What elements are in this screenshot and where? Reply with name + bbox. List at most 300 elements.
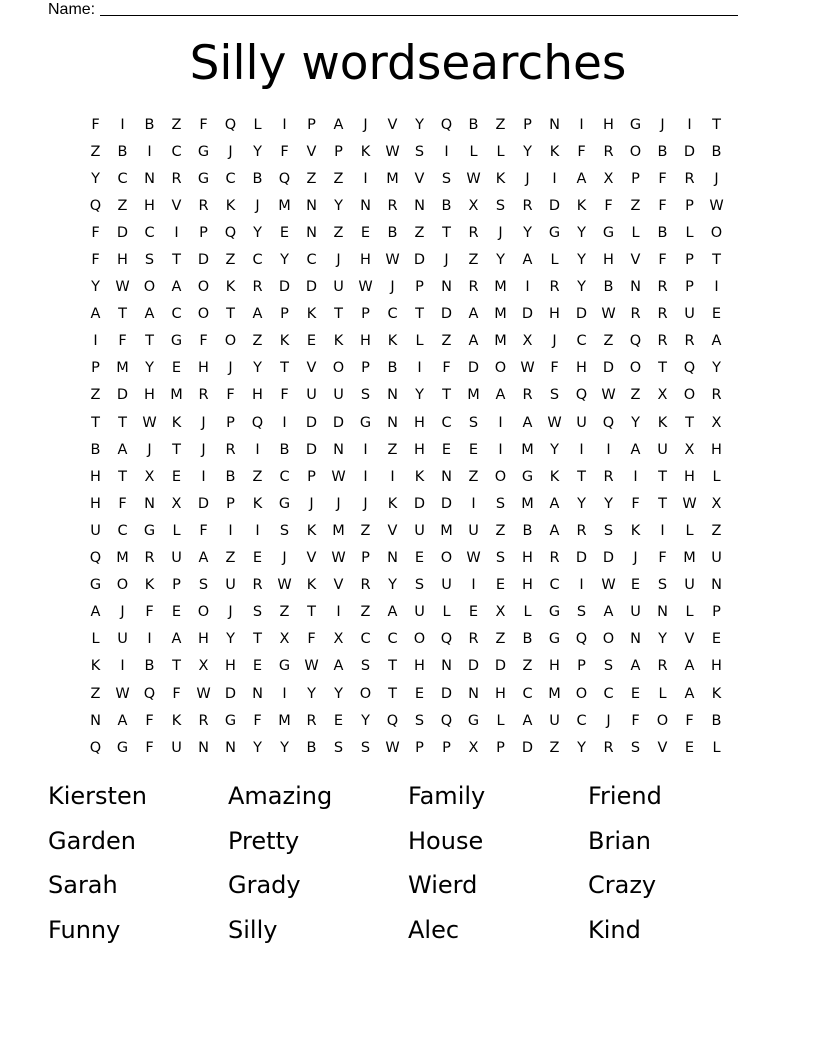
grid-letter[interactable]: E [171, 468, 182, 485]
grid-letter[interactable]: N [90, 712, 101, 729]
grid-letter[interactable]: Y [712, 360, 721, 377]
grid-letter[interactable]: F [307, 631, 316, 648]
grid-letter[interactable]: E [630, 577, 641, 594]
grid-letter[interactable]: R [387, 197, 398, 214]
grid-letter[interactable]: Z [117, 197, 128, 214]
grid-letter[interactable]: F [91, 116, 100, 133]
grid-letter[interactable]: Z [225, 252, 236, 269]
grid-letter[interactable]: S [495, 550, 506, 567]
grid-letter[interactable]: J [606, 712, 611, 729]
grid-letter[interactable]: Y [577, 224, 586, 241]
grid-letter[interactable]: H [495, 685, 506, 702]
grid-letter[interactable]: T [658, 468, 667, 485]
grid-letter[interactable]: A [144, 306, 155, 323]
grid-letter[interactable]: I [255, 441, 260, 458]
grid-letter[interactable]: L [712, 468, 721, 485]
grid-letter[interactable]: D [305, 279, 318, 296]
grid-letter[interactable]: J [525, 170, 530, 187]
grid-letter[interactable]: X [333, 631, 344, 648]
grid-letter[interactable]: Q [89, 550, 102, 567]
grid-letter[interactable]: Z [495, 116, 506, 133]
grid-letter[interactable]: T [172, 252, 181, 269]
grid-letter[interactable]: C [360, 631, 371, 648]
grid-letter[interactable]: T [145, 333, 154, 350]
grid-letter[interactable]: J [444, 252, 449, 269]
grid-letter[interactable]: U [171, 739, 182, 756]
grid-letter[interactable]: T [334, 306, 343, 323]
grid-letter[interactable]: Z [333, 224, 344, 241]
grid-letter[interactable]: L [685, 522, 694, 539]
grid-letter[interactable]: U [441, 577, 452, 594]
grid-letter[interactable]: J [120, 604, 125, 621]
grid-letter[interactable]: W [115, 279, 130, 296]
grid-letter[interactable]: P [415, 279, 424, 296]
grid-letter[interactable]: Q [629, 333, 642, 350]
grid-letter[interactable]: S [144, 252, 155, 269]
grid-letter[interactable]: F [226, 387, 235, 404]
grid-letter[interactable]: P [199, 224, 208, 241]
grid-letter[interactable]: I [606, 441, 611, 458]
grid-letter[interactable]: Z [360, 604, 371, 621]
grid-letter[interactable]: G [170, 333, 183, 350]
grid-letter[interactable]: G [548, 224, 561, 241]
grid-letter[interactable]: M [278, 197, 291, 214]
grid-letter[interactable]: Y [388, 577, 397, 594]
grid-letter[interactable]: S [360, 387, 371, 404]
grid-letter[interactable]: M [548, 685, 561, 702]
grid-letter[interactable]: Z [441, 333, 452, 350]
grid-letter[interactable]: I [93, 333, 98, 350]
grid-letter[interactable]: P [442, 739, 451, 756]
grid-letter[interactable]: Q [575, 631, 588, 648]
grid-letter[interactable]: X [522, 333, 533, 350]
grid-letter[interactable]: S [576, 604, 587, 621]
grid-letter[interactable]: G [224, 712, 237, 729]
grid-letter[interactable]: H [603, 252, 614, 269]
grid-letter[interactable]: O [332, 360, 345, 377]
grid-letter[interactable]: O [575, 685, 588, 702]
grid-letter[interactable]: L [631, 224, 640, 241]
grid-letter[interactable]: P [712, 604, 721, 621]
grid-letter[interactable]: E [441, 441, 452, 458]
grid-letter[interactable]: I [498, 441, 503, 458]
grid-letter[interactable]: K [171, 414, 182, 431]
grid-letter[interactable]: A [630, 441, 641, 458]
grid-letter[interactable]: X [603, 170, 614, 187]
grid-letter[interactable]: E [360, 224, 371, 241]
grid-letter[interactable]: M [494, 333, 507, 350]
grid-letter[interactable]: T [388, 658, 397, 675]
grid-letter[interactable]: Y [577, 279, 586, 296]
grid-letter[interactable]: Q [386, 712, 399, 729]
grid-letter[interactable]: R [603, 739, 614, 756]
grid-letter[interactable]: H [144, 387, 155, 404]
grid-letter[interactable]: Z [90, 143, 101, 160]
grid-letter[interactable]: D [467, 658, 480, 675]
grid-letter[interactable]: D [548, 197, 561, 214]
grid-letter[interactable]: Y [577, 739, 586, 756]
grid-letter[interactable]: H [522, 577, 533, 594]
grid-letter[interactable]: O [629, 360, 642, 377]
grid-letter[interactable]: R [171, 170, 182, 187]
grid-letter[interactable]: Q [224, 224, 237, 241]
grid-letter[interactable]: Y [280, 252, 289, 269]
grid-letter[interactable]: B [522, 522, 533, 539]
grid-letter[interactable]: O [683, 387, 696, 404]
grid-letter[interactable]: M [116, 360, 129, 377]
grid-letter[interactable]: E [414, 550, 425, 567]
grid-letter[interactable]: K [495, 170, 506, 187]
grid-letter[interactable]: S [657, 577, 668, 594]
grid-letter[interactable]: I [417, 360, 422, 377]
grid-letter[interactable]: D [521, 306, 534, 323]
grid-letter[interactable]: I [471, 577, 476, 594]
grid-letter[interactable]: I [579, 577, 584, 594]
grid-letter[interactable]: S [360, 739, 371, 756]
grid-letter[interactable]: C [576, 712, 587, 729]
grid-letter[interactable]: E [684, 739, 695, 756]
grid-letter[interactable]: N [441, 279, 452, 296]
grid-letter[interactable]: P [334, 143, 343, 160]
grid-letter[interactable]: F [631, 495, 640, 512]
grid-letter[interactable]: X [468, 739, 479, 756]
grid-letter[interactable]: T [712, 252, 721, 269]
grid-letter[interactable]: H [360, 252, 371, 269]
grid-letter[interactable]: O [224, 333, 237, 350]
grid-letter[interactable]: H [684, 468, 695, 485]
grid-letter[interactable]: D [494, 658, 507, 675]
grid-letter[interactable]: S [252, 604, 263, 621]
grid-letter[interactable]: C [603, 685, 614, 702]
grid-letter[interactable]: W [466, 550, 481, 567]
grid-letter[interactable]: K [576, 197, 587, 214]
grid-letter[interactable]: B [711, 712, 722, 729]
grid-letter[interactable]: U [711, 550, 722, 567]
grid-letter[interactable]: S [630, 739, 641, 756]
grid-letter[interactable]: H [414, 441, 425, 458]
grid-letter[interactable]: S [603, 522, 614, 539]
grid-letter[interactable]: R [522, 387, 533, 404]
grid-letter[interactable]: H [711, 441, 722, 458]
grid-letter[interactable]: Z [468, 252, 479, 269]
grid-letter[interactable]: T [118, 414, 127, 431]
grid-letter[interactable]: I [120, 658, 125, 675]
grid-letter[interactable]: F [442, 360, 451, 377]
grid-letter[interactable]: D [440, 495, 453, 512]
grid-letter[interactable]: O [359, 685, 372, 702]
grid-letter[interactable]: B [603, 279, 614, 296]
grid-letter[interactable]: I [255, 522, 260, 539]
grid-letter[interactable]: W [196, 685, 211, 702]
grid-letter[interactable]: D [521, 739, 534, 756]
grid-letter[interactable]: P [307, 468, 316, 485]
grid-letter[interactable]: W [520, 360, 535, 377]
grid-letter[interactable]: A [117, 712, 128, 729]
grid-letter[interactable]: H [144, 197, 155, 214]
grid-letter[interactable]: X [711, 414, 722, 431]
grid-letter[interactable]: M [278, 712, 291, 729]
grid-letter[interactable]: D [305, 414, 318, 431]
grid-letter[interactable]: C [171, 143, 182, 160]
grid-letter[interactable]: A [333, 116, 344, 133]
grid-letter[interactable]: P [91, 360, 100, 377]
grid-letter[interactable]: P [496, 739, 505, 756]
grid-letter[interactable]: Z [711, 522, 722, 539]
grid-letter[interactable]: J [336, 495, 341, 512]
grid-letter[interactable]: Q [602, 414, 615, 431]
grid-letter[interactable]: A [468, 306, 479, 323]
grid-letter[interactable]: R [549, 279, 560, 296]
grid-letter[interactable]: E [306, 333, 317, 350]
grid-letter[interactable]: S [414, 577, 425, 594]
grid-letter[interactable]: X [468, 197, 479, 214]
grid-letter[interactable]: W [331, 468, 346, 485]
grid-letter[interactable]: I [282, 685, 287, 702]
grid-letter[interactable]: S [279, 522, 290, 539]
grid-letter[interactable]: U [117, 631, 128, 648]
grid-letter[interactable]: H [576, 360, 587, 377]
grid-letter[interactable]: I [525, 279, 530, 296]
grid-letter[interactable]: D [116, 387, 129, 404]
grid-letter[interactable]: N [630, 631, 641, 648]
grid-letter[interactable]: F [199, 116, 208, 133]
grid-letter[interactable]: G [89, 577, 102, 594]
grid-letter[interactable]: R [144, 550, 155, 567]
grid-letter[interactable]: J [309, 495, 314, 512]
grid-letter[interactable]: A [90, 604, 101, 621]
grid-letter[interactable]: C [171, 306, 182, 323]
grid-letter[interactable]: M [521, 441, 534, 458]
grid-letter[interactable]: R [522, 197, 533, 214]
grid-letter[interactable]: W [547, 414, 562, 431]
grid-letter[interactable]: U [684, 306, 695, 323]
grid-letter[interactable]: T [280, 360, 289, 377]
grid-letter[interactable]: O [197, 279, 210, 296]
grid-letter[interactable]: W [304, 658, 319, 675]
grid-letter[interactable]: N [225, 739, 236, 756]
grid-letter[interactable]: Q [224, 116, 237, 133]
grid-letter[interactable]: J [714, 170, 719, 187]
grid-letter[interactable]: N [441, 468, 452, 485]
grid-letter[interactable]: G [197, 170, 210, 187]
grid-letter[interactable]: N [414, 197, 425, 214]
grid-letter[interactable]: N [360, 197, 371, 214]
grid-letter[interactable]: T [658, 360, 667, 377]
grid-letter[interactable]: P [577, 658, 586, 675]
grid-letter[interactable]: Z [630, 387, 641, 404]
grid-letter[interactable]: G [278, 658, 291, 675]
grid-letter[interactable]: A [549, 495, 560, 512]
grid-letter[interactable]: J [363, 495, 368, 512]
grid-letter[interactable]: A [522, 414, 533, 431]
grid-letter[interactable]: Y [415, 116, 424, 133]
grid-letter[interactable]: I [498, 414, 503, 431]
grid-letter[interactable]: F [172, 685, 181, 702]
grid-letter[interactable]: X [684, 441, 695, 458]
grid-letter[interactable]: T [91, 414, 100, 431]
grid-letter[interactable]: F [280, 143, 289, 160]
grid-letter[interactable]: Z [495, 631, 506, 648]
grid-letter[interactable]: Y [550, 441, 559, 458]
grid-letter[interactable]: N [144, 170, 155, 187]
grid-letter[interactable]: C [117, 170, 128, 187]
grid-letter[interactable]: N [306, 197, 317, 214]
grid-letter[interactable]: K [252, 495, 263, 512]
grid-letter[interactable]: L [172, 522, 181, 539]
grid-letter[interactable]: Z [387, 441, 398, 458]
grid-letter[interactable]: M [467, 387, 480, 404]
grid-letter[interactable]: P [361, 306, 370, 323]
grid-letter[interactable]: B [387, 360, 398, 377]
grid-letter[interactable]: H [549, 306, 560, 323]
grid-letter[interactable]: L [253, 116, 262, 133]
grid-letter[interactable]: X [144, 468, 155, 485]
grid-letter[interactable]: B [90, 441, 101, 458]
grid-letter[interactable]: C [576, 333, 587, 350]
grid-letter[interactable]: R [468, 224, 479, 241]
grid-letter[interactable]: V [684, 631, 695, 648]
grid-letter[interactable]: Y [145, 360, 154, 377]
grid-letter[interactable]: Y [280, 739, 289, 756]
grid-letter[interactable]: F [145, 712, 154, 729]
grid-letter[interactable]: Y [226, 631, 235, 648]
grid-letter[interactable]: K [306, 577, 317, 594]
grid-letter[interactable]: H [360, 333, 371, 350]
grid-letter[interactable]: A [711, 333, 722, 350]
grid-letter[interactable]: F [631, 712, 640, 729]
grid-letter[interactable]: F [199, 522, 208, 539]
grid-letter[interactable]: I [147, 143, 152, 160]
grid-letter[interactable]: V [387, 522, 398, 539]
grid-letter[interactable]: Z [630, 197, 641, 214]
grid-letter[interactable]: Z [360, 522, 371, 539]
grid-letter[interactable]: L [91, 631, 100, 648]
grid-letter[interactable]: O [629, 143, 642, 160]
grid-letter[interactable]: C [306, 252, 317, 269]
grid-letter[interactable]: H [549, 658, 560, 675]
grid-letter[interactable]: J [390, 279, 395, 296]
grid-letter[interactable]: Q [278, 170, 291, 187]
grid-letter[interactable]: T [712, 116, 721, 133]
grid-letter[interactable]: B [657, 143, 668, 160]
grid-letter[interactable]: H [90, 495, 101, 512]
grid-letter[interactable]: Z [549, 739, 560, 756]
grid-letter[interactable]: M [386, 170, 399, 187]
grid-letter[interactable]: K [279, 333, 290, 350]
grid-letter[interactable]: S [495, 495, 506, 512]
grid-letter[interactable]: R [306, 712, 317, 729]
grid-letter[interactable]: Z [225, 550, 236, 567]
grid-letter[interactable]: F [145, 604, 154, 621]
grid-letter[interactable]: Z [252, 468, 263, 485]
grid-letter[interactable]: Q [440, 712, 453, 729]
grid-letter[interactable]: L [415, 333, 424, 350]
grid-letter[interactable]: D [440, 306, 453, 323]
grid-letter[interactable]: Z [522, 658, 533, 675]
grid-letter[interactable]: R [468, 279, 479, 296]
grid-letter[interactable]: I [147, 631, 152, 648]
grid-letter[interactable]: C [144, 224, 155, 241]
grid-letter[interactable]: L [685, 224, 694, 241]
grid-letter[interactable]: L [712, 739, 721, 756]
grid-letter[interactable]: I [120, 116, 125, 133]
grid-letter[interactable]: K [306, 306, 317, 323]
grid-letter[interactable]: H [711, 658, 722, 675]
grid-letter[interactable]: K [387, 333, 398, 350]
grid-letter[interactable]: W [385, 252, 400, 269]
grid-letter[interactable]: B [306, 739, 317, 756]
grid-letter[interactable]: R [252, 279, 263, 296]
grid-letter[interactable]: G [116, 739, 129, 756]
grid-letter[interactable]: K [90, 658, 101, 675]
grid-letter[interactable]: P [415, 739, 424, 756]
grid-letter[interactable]: Q [575, 387, 588, 404]
grid-letter[interactable]: G [602, 224, 615, 241]
grid-letter[interactable]: Q [143, 685, 156, 702]
grid-letter[interactable]: Y [604, 495, 613, 512]
grid-letter[interactable]: J [336, 252, 341, 269]
grid-letter[interactable]: Y [334, 685, 343, 702]
grid-letter[interactable]: D [305, 441, 318, 458]
grid-letter[interactable]: N [441, 658, 452, 675]
grid-letter[interactable]: O [656, 712, 669, 729]
grid-letter[interactable]: M [683, 550, 696, 567]
grid-letter[interactable]: X [711, 495, 722, 512]
grid-letter[interactable]: J [201, 414, 206, 431]
grid-letter[interactable]: J [228, 604, 233, 621]
grid-letter[interactable]: C [225, 170, 236, 187]
grid-letter[interactable]: M [494, 279, 507, 296]
grid-letter[interactable]: D [224, 685, 237, 702]
grid-letter[interactable]: S [360, 658, 371, 675]
grid-letter[interactable]: I [336, 604, 341, 621]
grid-letter[interactable]: C [522, 685, 533, 702]
grid-letter[interactable]: W [142, 414, 157, 431]
grid-letter[interactable]: B [522, 631, 533, 648]
grid-letter[interactable]: Y [415, 387, 424, 404]
grid-letter[interactable]: P [226, 414, 235, 431]
grid-letter[interactable]: O [494, 468, 507, 485]
grid-letter[interactable]: M [521, 495, 534, 512]
grid-letter[interactable]: J [147, 441, 152, 458]
grid-letter[interactable]: O [116, 577, 129, 594]
grid-letter[interactable]: Y [631, 414, 640, 431]
grid-letter[interactable]: D [440, 685, 453, 702]
grid-letter[interactable]: L [496, 712, 505, 729]
grid-letter[interactable]: Y [253, 739, 262, 756]
grid-letter[interactable]: Y [523, 143, 532, 160]
grid-letter[interactable]: R [252, 577, 263, 594]
grid-letter[interactable]: U [333, 279, 344, 296]
grid-letter[interactable]: X [171, 495, 182, 512]
grid-letter[interactable]: E [333, 712, 344, 729]
grid-letter[interactable]: J [660, 116, 665, 133]
grid-letter[interactable]: J [552, 333, 557, 350]
grid-letter[interactable]: I [552, 170, 557, 187]
grid-letter[interactable]: A [603, 604, 614, 621]
grid-letter[interactable]: W [709, 197, 724, 214]
grid-letter[interactable]: T [658, 495, 667, 512]
grid-letter[interactable]: E [630, 685, 641, 702]
grid-letter[interactable]: E [279, 224, 290, 241]
grid-letter[interactable]: N [387, 387, 398, 404]
grid-letter[interactable]: C [252, 252, 263, 269]
grid-letter[interactable]: S [468, 414, 479, 431]
grid-letter[interactable]: C [387, 631, 398, 648]
grid-letter[interactable]: O [440, 550, 453, 567]
grid-letter[interactable]: N [711, 577, 722, 594]
grid-letter[interactable]: D [197, 495, 210, 512]
